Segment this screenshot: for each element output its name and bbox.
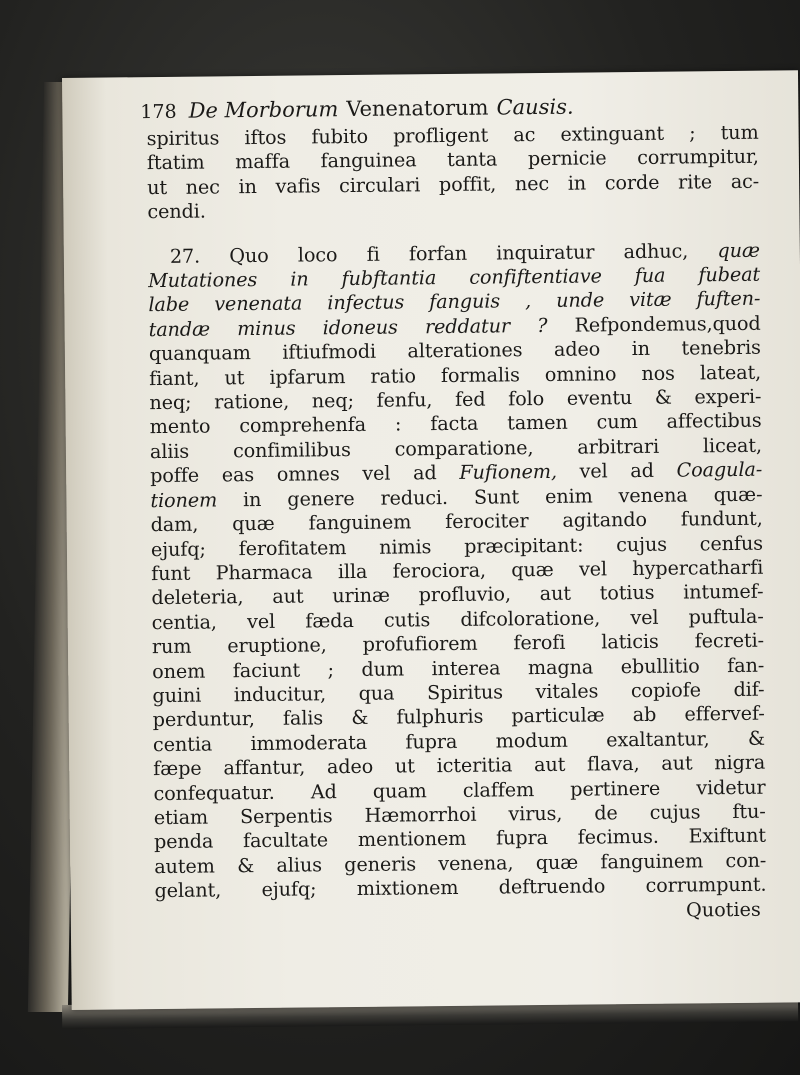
page-content	[140, 93, 767, 928]
text-segment: guini inducitur, qua Spiritus vitales copiofe dif-	[152, 677, 765, 708]
italic-segment: labe venenata infectus fanguis , unde vitæ fuften-	[148, 287, 761, 317]
text-segment: 27. Quo loco fi forfan inquiratur adhuc,	[169, 238, 718, 268]
text-segment: autem & alius generis venena, quæ fanguinem con-	[154, 848, 767, 878]
text-segment: penda facultate mentionem fupra fecimus. Exiftunt	[153, 824, 767, 854]
italic-segment: Mutationes in fubftantia confiftentiave fua fubeat	[148, 262, 761, 293]
italic-segment: Fufionem,	[459, 460, 558, 485]
text-segment: confequatur. Ad quam claffem pertinere videtur	[153, 775, 766, 805]
text-segment: gelant, ejufq; mixtionem deftruendo corrumpunt.	[154, 872, 767, 903]
text-segment: cendi.	[147, 199, 206, 224]
text-segment: spiritus iftos fubito profligent ac extinguant ; tum	[146, 120, 759, 151]
text-segment: poffe eas omnes vel ad	[150, 461, 460, 488]
text-body	[147, 121, 767, 904]
text-segment: centia, vel fæda cutis difcoloratione, vel puftula-	[151, 604, 764, 634]
text-segment: ut nec in vafis circulari poffit, nec in corde rite ac-	[147, 169, 760, 199]
text-segment: centia immoderata fupra modum exaltantur, &	[152, 726, 766, 756]
page-number: 178	[140, 100, 177, 124]
italic-segment: tandæ minus idoneus reddatur ?	[148, 313, 548, 341]
text-segment: fæpe affantur, adeo ut icteritia aut flava, aut nigra	[153, 750, 766, 781]
italic-segment: Coagula-	[676, 457, 763, 482]
text-segment: deleteria, aut urinæ profluvio, aut totius intumef-	[151, 579, 764, 610]
text-segment: aliis confimilibus comparatione, arbitrari liceat,	[149, 433, 763, 463]
text-segment: ejufq; ferofitatem nimis præcipitant: cujus cenfus	[150, 531, 764, 561]
text-segment: neq; ratione, neq; fenfu, fed folo eventu & experi-	[149, 384, 762, 415]
text-segment: fiant, ut ipfarum ratio formalis omnino nos lateat,	[149, 360, 762, 390]
text-segment: in genere reduci. Sunt enim venena quæ-	[217, 482, 763, 512]
text-segment: onem faciunt ; dum interea magna ebullitio fan-	[152, 653, 765, 683]
text-segment: vel ad	[556, 458, 677, 484]
running-title-end: Causis.	[496, 94, 574, 120]
text-segment: mento comprehenfa : facta tamen cum affectibus	[149, 409, 762, 439]
running-head	[140, 93, 758, 123]
text-segment: etiam Serpentis Hæmorrhoi virus, de cujus ftu-	[153, 799, 766, 830]
italic-segment: quæ	[717, 238, 760, 262]
text-segment: quanquam iftiufmodi alterationes adeo in tenebris	[148, 335, 761, 366]
text-segment: funt Pharmaca illa ferociora, quæ vel hypercatharfi	[151, 555, 764, 585]
catchword: Quoties	[685, 897, 761, 922]
text-segment: ftatim maffa fanguinea tanta pernicie corrumpitur,	[146, 145, 759, 175]
text-segment: rum eruptione, profufiorem ferofi laticis fecreti-	[151, 628, 765, 659]
italic-segment: tionem	[150, 488, 218, 512]
book-page	[62, 70, 800, 1010]
running-title-roman: Venenatorum	[346, 95, 489, 122]
text-segment: perduntur, falis & fulphuris particulæ ab effervef-	[152, 702, 765, 732]
running-title-italic: De Morborum	[188, 97, 339, 123]
text-segment: Refpondemus,quod	[547, 311, 761, 337]
text-segment: dam, quæ fanguinem ferociter agitando fundunt,	[150, 506, 763, 537]
